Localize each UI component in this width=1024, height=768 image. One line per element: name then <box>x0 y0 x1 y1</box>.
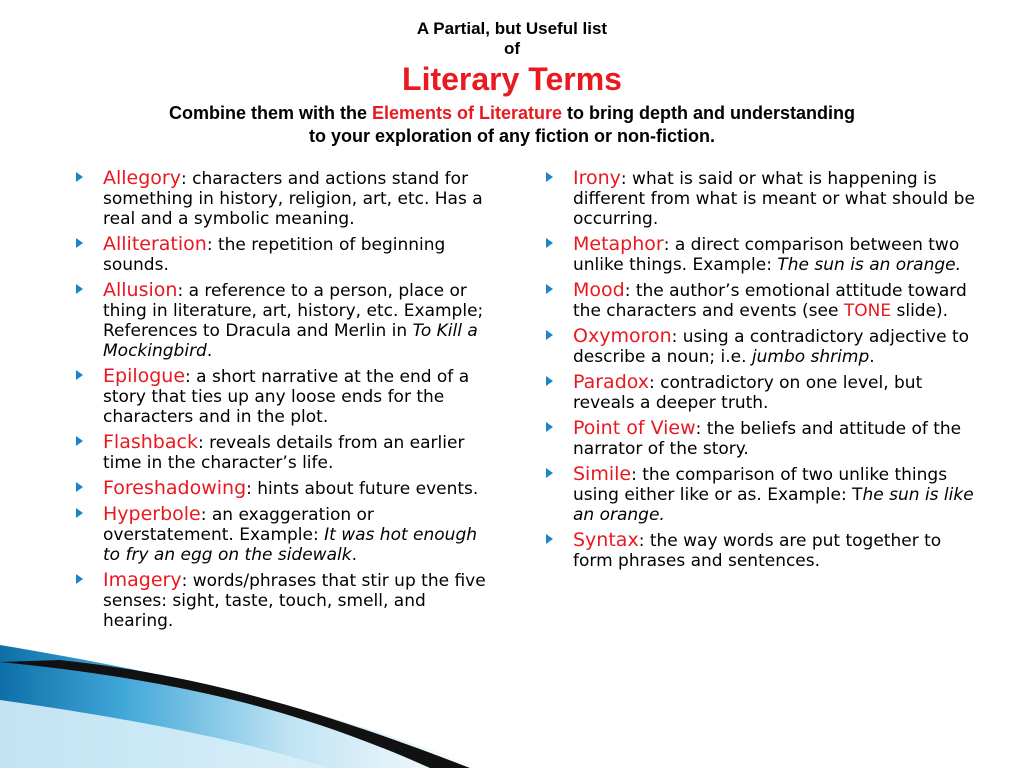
term-example: The sun is an orange. <box>777 255 962 275</box>
bullet-arrow-icon <box>546 376 553 386</box>
term-definition: : a reference to a person, place or thing in literature, art, history, etc. Example; References to Dracula and Merlin in <box>103 281 484 341</box>
term-name: Allusion <box>103 279 178 301</box>
bullet-arrow-icon <box>546 284 553 294</box>
term-name: Oxymoron <box>573 325 672 347</box>
term-example: he sun is like an orange. <box>573 485 974 525</box>
term-definition: : a short narrative at the end of a story that ties up any loose ends for the characters and in the plot. <box>103 367 470 427</box>
term-item <box>76 168 496 229</box>
bullet-arrow-icon <box>546 534 553 544</box>
bullet-arrow-icon <box>76 370 83 380</box>
term-definition-end: . <box>206 341 213 361</box>
term-item <box>546 168 976 229</box>
subtitle-line-2: to your exploration of any fiction or non-fiction. <box>309 126 715 146</box>
term-name: Syntax <box>573 529 639 551</box>
term-definition: : the comparison of two unlike things using either like or as. Example: T <box>573 465 948 505</box>
bullet-arrow-icon <box>76 482 83 492</box>
term-definition: : an exaggeration or overstatement. Example: <box>103 505 374 545</box>
term-example: To Kill a Mockingbird <box>103 321 478 361</box>
bullet-arrow-icon <box>76 508 83 518</box>
term-name: Point of View <box>573 417 696 439</box>
right-term-list <box>546 168 976 576</box>
term-item <box>546 372 976 413</box>
bullet-arrow-icon <box>76 436 83 446</box>
bullet-arrow-icon <box>76 574 83 584</box>
bullet-arrow-icon <box>76 284 83 294</box>
term-definition: : hints about future events. <box>246 479 479 499</box>
term-item <box>76 432 496 473</box>
term-definition: : characters and actions stand for something in history, religion, art, etc. Has a real and a symbolic meaning. <box>103 169 483 229</box>
term-item <box>546 326 976 367</box>
term-name: Mood <box>573 279 625 301</box>
term-name: Flashback <box>103 431 198 453</box>
header-line-2: of <box>503 39 521 58</box>
term-name: Hyperbole <box>103 503 201 525</box>
term-name: Imagery <box>103 569 182 591</box>
term-definition-end: . <box>869 347 875 367</box>
term-example: It was hot enough to fry an egg on the sidewalk <box>103 525 478 565</box>
term-name: Metaphor <box>573 233 664 255</box>
slide-header <box>0 18 1024 148</box>
term-name: Irony <box>573 167 621 189</box>
bullet-arrow-icon <box>546 422 553 432</box>
term-definition: : the author’s emotional attitude toward the characters and events (see <box>573 281 967 321</box>
subtitle-post: to bring depth and understanding <box>562 103 856 123</box>
term-definition-end: . <box>351 545 357 565</box>
term-item <box>76 366 496 427</box>
term-name: Foreshadowing <box>103 477 247 499</box>
header-line-1: A Partial, but Useful list <box>416 19 608 38</box>
term-item <box>546 234 976 275</box>
term-item <box>76 478 496 499</box>
term-definition: : using a contradictory adjective to describe a noun; i.e. <box>573 327 970 367</box>
term-definition: : the beliefs and attitude of the narrator of the story. <box>573 419 962 459</box>
term-item <box>546 280 976 321</box>
term-definition: : what is said or what is happening is different from what is meant or what should be occurring. <box>573 169 975 229</box>
term-item <box>76 234 496 275</box>
bullet-arrow-icon <box>76 172 83 182</box>
term-name: Epilogue <box>103 365 186 387</box>
term-definition: : the repetition of beginning sounds. <box>103 235 446 275</box>
bullet-arrow-icon <box>546 468 553 478</box>
decorative-wave <box>0 600 1024 768</box>
term-name: Allegory <box>103 167 181 189</box>
term-item <box>546 530 976 571</box>
bullet-arrow-icon <box>76 238 83 248</box>
term-item <box>546 418 976 459</box>
term-definition: : reveals details from an earlier time in the character’s life. <box>103 433 465 473</box>
term-definition-end: slide). <box>891 301 949 321</box>
bullet-arrow-icon <box>546 238 553 248</box>
page-title: Literary Terms <box>402 61 622 97</box>
term-name: Paradox <box>573 371 650 393</box>
term-definition: : words/phrases that stir up the five senses: sight, taste, touch, smell, and hearing. <box>103 571 486 631</box>
left-term-list <box>76 168 496 636</box>
term-item <box>76 504 496 565</box>
term-item <box>76 280 496 361</box>
bullet-arrow-icon <box>546 172 553 182</box>
term-example: jumbo shrimp <box>751 347 870 367</box>
term-name: Simile <box>573 463 632 485</box>
subtitle-accent: Elements of Literature <box>371 103 563 123</box>
term-definition: : a direct comparison between two unlike things. Example: <box>573 235 960 275</box>
subtitle <box>0 102 1024 148</box>
term-definition: : contradictory on one level, but reveals a deeper truth. <box>573 373 923 413</box>
term-item <box>546 464 976 525</box>
term-definition: : the way words are put together to form phrases and sentences. <box>573 531 942 571</box>
term-highlight: TONE <box>843 301 892 321</box>
term-name: Alliteration <box>103 233 207 255</box>
bullet-arrow-icon <box>546 330 553 340</box>
subtitle-pre: Combine them with the <box>168 103 372 123</box>
